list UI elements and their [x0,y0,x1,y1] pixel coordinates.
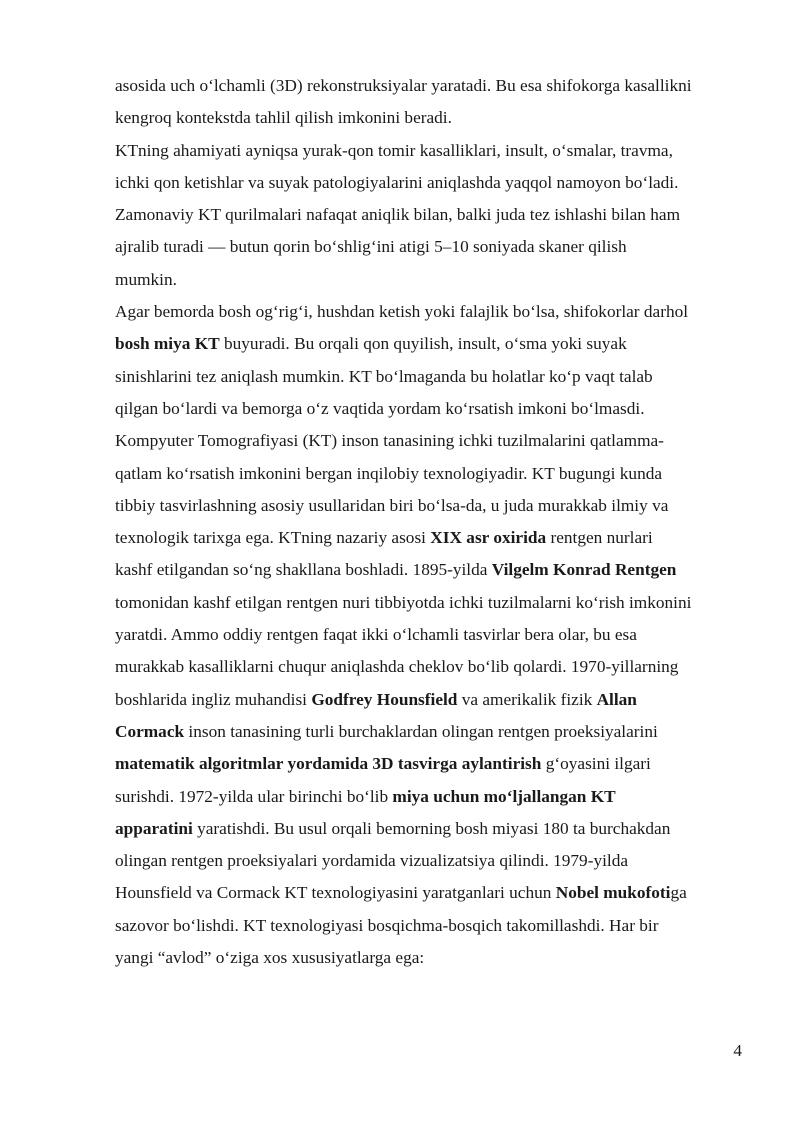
text-line [115,522,745,554]
page-number: 4 [733,1041,742,1060]
text-run: qilgan bo‘lardi va bemorga o‘z vaqtida yordam ko‘rsatish imkoni bo‘lmasdi. [115,398,645,418]
document-page [115,70,745,974]
text-line [115,877,745,909]
text-line [115,167,745,199]
text-run: sazovor bo‘lishdi. KT texnologiyasi bosqichma-bosqich takomillashdi. Har bir [115,915,659,935]
text-run: mumkin. [115,269,177,289]
text-line [115,393,745,425]
text-line [115,199,745,231]
text-line [115,490,745,522]
text-line [115,942,745,974]
text-run: rentgen nurlari [546,528,653,548]
text-line [115,845,745,877]
text-run: boshlarida ingliz muhandisi [115,689,312,709]
text-run: yangi “avlod” o‘ziga xos xususiyatlarga ega: [115,948,425,968]
text-line [115,910,745,942]
text-run: kashf etilgandan so‘ng shakllana boshladi. 1895-yilda [115,560,492,580]
text-run: yaratdi. Ammo oddiy rentgen faqat ikki o‘lchamli tasvirlar bera olar, bu esa [115,625,637,645]
text-line [115,425,745,457]
text-run: asosida uch o‘lchamli (3D) rekonstruksiyalar yaratadi. Bu esa shifokorga kasallikni [115,76,692,95]
bold-text-run: bosh miya KT [115,334,220,354]
text-run: yaratishdi. Bu usul orqali bemorning bosh miyasi 180 ta burchakdan [192,818,671,838]
text-run: Hounsfield va Cormack KT texnologiyasini yaratganlari uchun [115,883,556,903]
text-line [115,361,745,393]
bold-text-run: Vilgelm Konrad Rentgen [491,560,677,580]
text-run: ajralib turadi — butun qorin bo‘shlig‘ini atigi 5–10 soniyada skaner qilish [115,237,627,257]
text-line [115,135,745,167]
text-line [115,716,745,748]
bold-text-run: Godfrey Hounsfield [311,689,458,709]
text-line [115,813,745,845]
text-line [115,458,745,490]
text-run: tomonidan kashf etilgan rentgen nuri tibbiyotda ichki tuzilmalarni ko‘rish imkonini [115,592,692,612]
text-run: va amerikalik fizik [457,689,597,709]
text-run: tibbiy tasvirlashning asosiy usullaridan biri bo‘lsa-da, u juda murakkab ilmiy va [115,495,669,515]
text-run: qatlam ko‘rsatish imkonini bergan inqilobiy texnologiyadir. KT bugungi kunda [115,463,663,483]
text-line [115,619,745,651]
text-run: Agar bemorda bosh og‘rig‘i, hushdan ketish yoki falajlik bo‘lsa, shifokorlar darhol [115,302,689,322]
text-run: g‘oyasini ilgari [541,754,651,774]
text-run: sinishlarini tez aniqlash mumkin. KT bo‘lmaganda bu holatlar ko‘p vaqt talab [115,366,653,386]
text-run: ga [670,883,687,903]
bold-text-run: matematik algoritmlar yordamida 3D tasvirga aylantirish [115,754,542,774]
bold-text-run: Allan [596,689,637,709]
text-line [115,296,745,328]
bold-text-run: apparatini [115,818,193,838]
bold-text-run: miya uchun mo‘ljallangan KT [392,786,616,806]
text-run: murakkab kasalliklarni chuqur aniqlashda cheklov bo‘lib qolardi. 1970-yillarning [115,657,679,677]
text-run: KTning ahamiyati ayniqsa yurak-qon tomir kasalliklari, insult, o‘smalar, travma, [115,140,673,160]
text-run: inson tanasining turli burchaklardan olingan rentgen proeksiyalarini [184,721,658,741]
text-line [115,70,745,102]
text-run: olingan rentgen proeksiyalari yordamida vizualizatsiya qilindi. 1979-yilda [115,851,629,871]
text-run: Zamonaviy KT qurilmalari nafaqat aniqlik bilan, balki juda tez ishlashi bilan ham [115,205,681,225]
text-line [115,328,745,360]
text-run: texnologik tarixga ega. KTning nazariy asosi [115,528,431,548]
text-line [115,651,745,683]
text-run: ichki qon ketishlar va suyak patologiyalarini aniqlashda yaqqol namoyon bo‘ladi. [115,172,679,192]
bold-text-run: Cormack [115,721,185,741]
text-line [115,684,745,716]
text-line [115,102,745,134]
text-line [115,781,745,813]
text-run: surishdi. 1972-yilda ular birinchi bo‘lib [115,786,393,806]
text-line [115,231,745,263]
text-run: kengroq kontekstda tahlil qilish imkonini beradi. [115,108,452,128]
text-run: buyuradi. Bu orqali qon quyilish, insult, o‘sma yoki suyak [219,334,627,354]
text-line [115,264,745,296]
text-line [115,587,745,619]
bold-text-run: Nobel mukofoti [555,883,671,903]
text-run: Kompyuter Tomografiyasi (KT) inson tanasining ichki tuzilmalarini qatlamma- [115,431,664,451]
text-line [115,748,745,780]
text-line [115,554,745,586]
bold-text-run: XIX asr oxirida [430,528,547,548]
